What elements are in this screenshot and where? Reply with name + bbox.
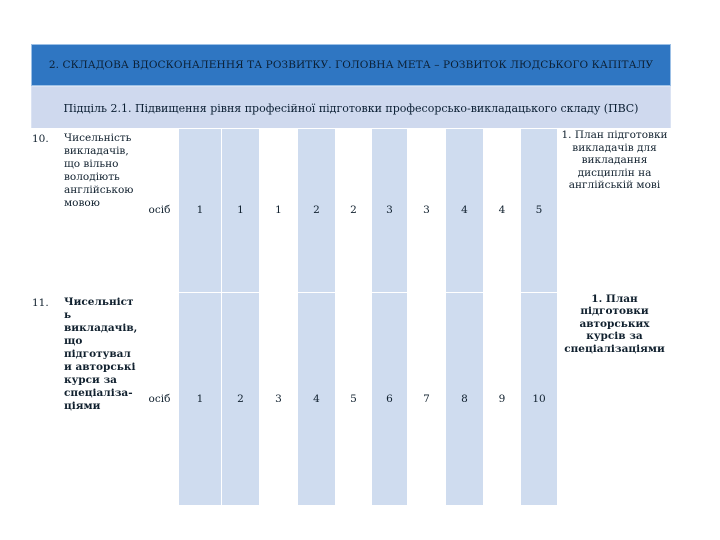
value-cell: 5	[521, 129, 558, 293]
plan-text: 1. План підготовки авторських курсів за спеціалізаціями	[558, 292, 672, 505]
document-frame	[31, 44, 671, 462]
value-cell: 8	[446, 292, 484, 505]
indicator-name: Чисельність викладачів, що вільно володіють англійською мовою	[62, 129, 141, 293]
table-row	[32, 129, 672, 293]
value-cell: 3	[260, 292, 298, 505]
value-cell: 10	[521, 292, 558, 505]
value-cell: 2	[222, 292, 260, 505]
value-cell: 5	[336, 292, 372, 505]
value-cell: 3	[408, 129, 446, 293]
value-cell: 1	[179, 129, 222, 293]
indicator-table	[31, 128, 672, 506]
unit: осіб	[141, 129, 179, 293]
indicator-name: Чисельніст ь викладачів, що підготувал и авторські курси за спеціаліза- ціями	[62, 292, 141, 505]
value-cell: 9	[484, 292, 521, 505]
value-cell: 4	[446, 129, 484, 293]
value-cell: 3	[372, 129, 408, 293]
value-cell: 2	[298, 129, 336, 293]
main-title: 2. СКЛАДОВА ВДОСКОНАЛЕННЯ ТА РОЗВИТКУ. ГОЛОВНА МЕТА – РОЗВИТОК ЛЮДСЬКОГО КАПІТАЛУ	[31, 44, 671, 86]
value-cell: 4	[298, 292, 336, 505]
row-number: 10.	[32, 129, 62, 293]
value-cell: 1	[222, 129, 260, 293]
plan-text: 1. План підготовки викладачів для викладання дисциплін на англійській мові	[558, 129, 672, 293]
value-cell: 6	[372, 292, 408, 505]
value-cell: 4	[484, 129, 521, 293]
table-row	[32, 292, 672, 505]
value-cell: 2	[336, 129, 372, 293]
row-number: 11.	[32, 292, 62, 505]
value-cell: 7	[408, 292, 446, 505]
subgoal-title: Підціль 2.1. Підвищення рівня професійної підготовки професорсько-викладацького складу (ПВС)	[31, 86, 671, 131]
unit: осіб	[141, 292, 179, 505]
value-cell: 1	[260, 129, 298, 293]
value-cell: 1	[179, 292, 222, 505]
